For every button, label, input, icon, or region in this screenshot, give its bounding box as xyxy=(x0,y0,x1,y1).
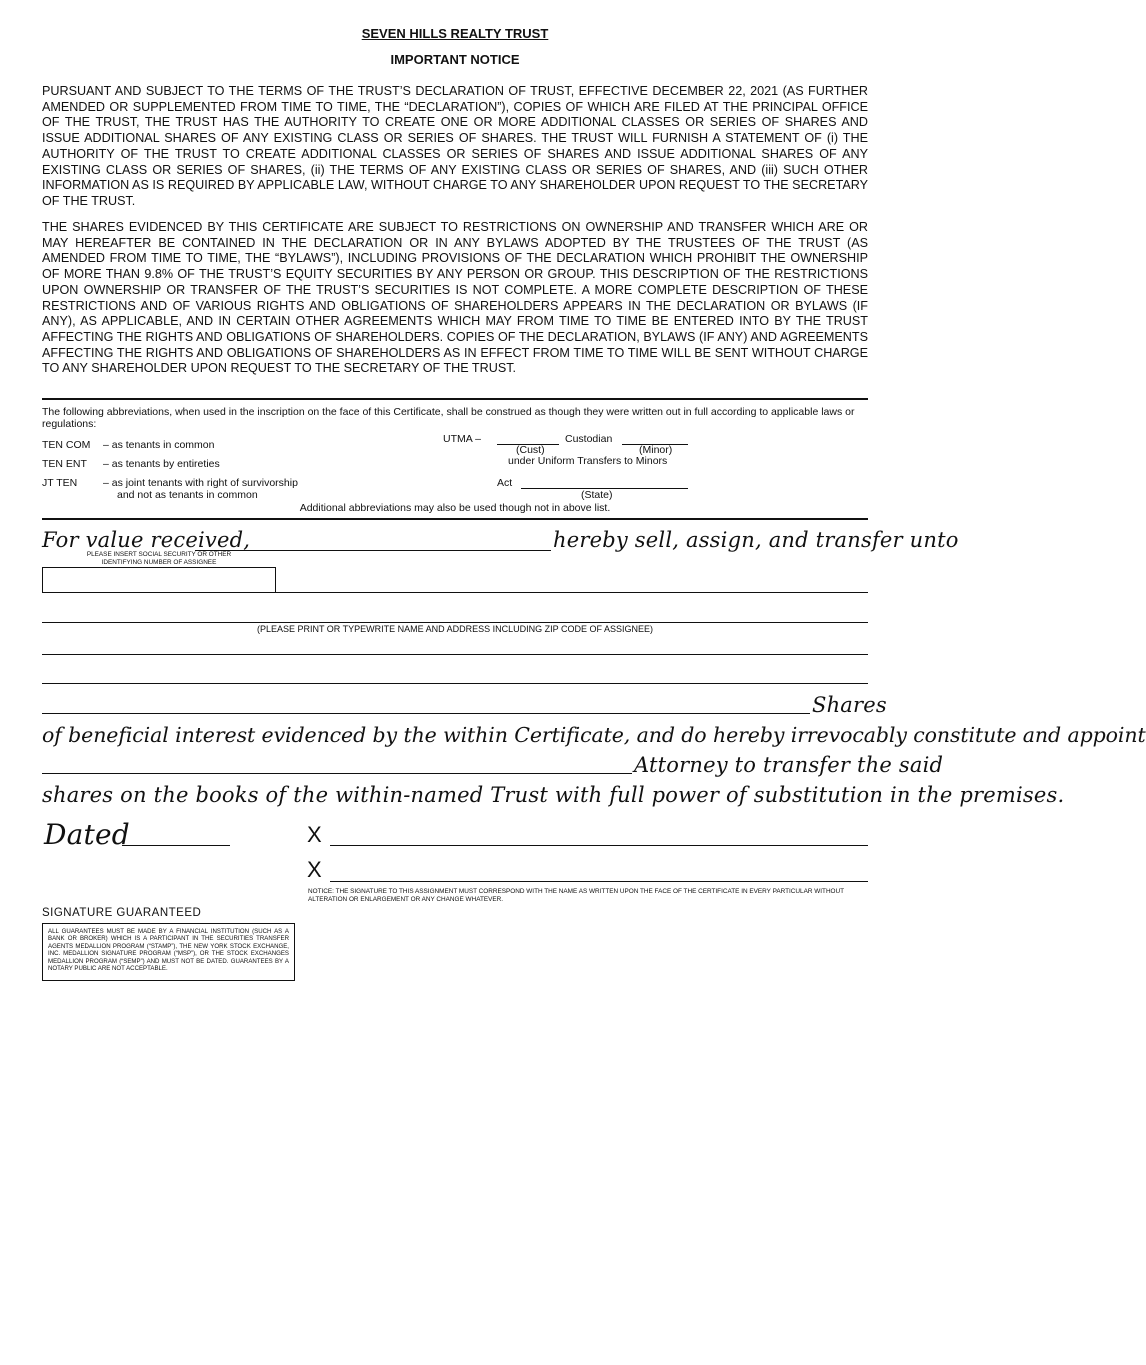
assignee-line-1[interactable] xyxy=(276,592,868,593)
signature-guarantee-box[interactable]: ALL GUARANTEES MUST BE MADE BY A FINANCIAL INSTITUTION (SUCH AS A BANK OR BROKER) WHICH IS A PARTICIPANT IN THE SECURITIES TRANSFER AGENTS MEDALLION PROGRAM (“STAMP”), THE NEW YORK STOCK EXCHANGE, INC. MEDALLION SIGNATURE PROGRAM (“MSP”), OR THE STOCK EXCHANGES MEDALLION PROGRAM (“SEMP”) AND MUST NOT BE DATED. GUARANTEES BY A NOTARY PUBLIC ARE NOT ACCEPTABLE. xyxy=(42,923,295,981)
divider-top xyxy=(42,398,868,400)
dated-label: Dated xyxy=(44,818,130,851)
assignee-line-4[interactable] xyxy=(42,683,868,684)
signature-guaranteed-title: SIGNATURE GUARANTEED xyxy=(42,907,202,919)
name-address-label: (PLEASE PRINT OR TYPEWRITE NAME AND ADDRESS INCLUDING ZIP CODE OF ASSIGNEE) xyxy=(256,624,654,634)
ten-com-desc: – as tenants in common xyxy=(103,439,215,451)
abbreviations-intro: The following abbreviations, when used in the inscription on the face of this Certificate, shall be construed as though they were written out in full according to applicable laws or regulations: xyxy=(42,406,855,430)
attorney-line[interactable] xyxy=(42,773,632,774)
minor-label: (Minor) xyxy=(639,444,673,456)
hereby-sell: hereby sell, assign, and transfer unto xyxy=(553,528,959,552)
custodian-label: Custodian xyxy=(565,433,613,445)
beneficial-interest-text: of beneficial interest evidenced by the within Certificate, and do hereby irrevocably constitute and appoint xyxy=(42,723,1146,747)
assignee-line-3[interactable] xyxy=(42,654,868,655)
books-line-text: shares on the books of the within-named Trust with full power of substitution in the premises. xyxy=(42,783,1065,807)
signature-line-1[interactable] xyxy=(330,845,868,846)
jt-ten-code: JT TEN xyxy=(42,477,78,489)
uniform-transfers: under Uniform Transfers to Minors xyxy=(508,455,668,467)
ssn-label-2: IDENTIFYING NUMBER OF ASSIGNEE xyxy=(101,559,217,566)
shares-line[interactable] xyxy=(42,713,810,714)
state-label: (State) xyxy=(581,489,613,501)
signature-x-2: X xyxy=(307,857,322,882)
signature-notice: NOTICE: THE SIGNATURE TO THIS ASSIGNMENT MUST CORRESPOND WITH THE NAME AS WRITTEN UPON THE FACE OF THE CERTIFICATE IN EVERY PARTICULAR WITHOUT ALTERATION OR ENLARGEMENT OR ANY CHANGE WHATEVER. xyxy=(308,888,844,903)
assignee-line-2[interactable] xyxy=(42,622,868,623)
additional-abbreviations: Additional abbreviations may also be used though not in above list. xyxy=(299,502,611,514)
notice-paragraph-1: PURSUANT AND SUBJECT TO THE TERMS OF THE TRUST’S DECLARATION OF TRUST, EFFECTIVE DECEMBER 22, 2021 (AS FURTHER AMENDED OR SUPPLEMENTED FROM TIME TO TIME, THE “DECLARATION”), COPIES OF WHICH ARE FILED AT THE PRINCIPAL OFFICE OF THE TRUST, THE TRUST HAS THE AUTHORITY TO CREATE ONE OR MORE ADDITIONAL CLASSES OR SERIES OF SHARES AND ISSUE ADDITIONAL SHARES OF ANY EXISTING CLASS OR SERIES OF SHARES. THE TRUST WILL FURNISH A STATEMENT OF (i) THE AUTHORITY OF THE TRUST TO CREATE ADDITIONAL CLASSES OR SERIES OF SHARES AND ISSUE ADDITIONAL SHARES OF ANY EXISTING CLASS OR SERIES OF SHARES, (ii) THE TERMS OF ANY EXISTING CLASS OR SERIES OF SHARES, AND (iii) SUCH OTHER INFORMATION AS IS REQUIRED BY APPLICABLE LAW, WITHOUT CHARGE TO ANY SHAREHOLDER UPON REQUEST TO THE SECRETARY OF THE TRUST. xyxy=(42,84,868,208)
trust-name: SEVEN HILLS REALTY TRUST xyxy=(361,26,549,41)
ssn-input-box[interactable] xyxy=(42,567,276,593)
shares-label: Shares xyxy=(812,693,887,717)
act-label: Act xyxy=(497,477,513,489)
dated-line[interactable] xyxy=(122,845,230,846)
ten-ent-code: TEN ENT xyxy=(42,458,87,470)
jt-ten-desc-1: – as joint tenants with right of survivorship xyxy=(103,477,298,489)
divider-bottom xyxy=(42,518,868,520)
notice-title: IMPORTANT NOTICE xyxy=(390,52,520,67)
utma-code: UTMA – xyxy=(443,433,481,445)
cust-label: (Cust) xyxy=(516,444,545,456)
ten-com-code: TEN COM xyxy=(42,439,91,451)
signature-line-2[interactable] xyxy=(330,881,868,882)
attorney-label: Attorney to transfer the said xyxy=(634,753,944,777)
notice-paragraph-2: THE SHARES EVIDENCED BY THIS CERTIFICATE ARE SUBJECT TO RESTRICTIONS ON OWNERSHIP AND TRANSFER WHICH ARE OR MAY HEREAFTER BE CONTAINED IN THE DECLARATION OR IN ANY BYLAWS ADOPTED BY THE TRUSTEES OF THE TRUST (AS AMENDED FROM TIME TO TIME, THE “BYLAWS”), INCLUDING PROVISIONS OF THE DECLARATION WHICH PROHIBIT THE OWNERSHIP OF MORE THAN 9.8% OF THE TRUST’S EQUITY SECURITIES BY ANY PERSON OR GROUP. THIS DESCRIPTION OF THE RESTRICTIONS UPON OWNERSHIP OR TRANSFER OF THE TRUST’S SECURITIES IS NOT COMPLETE. A MORE COMPLETE DESCRIPTION OF THESE RESTRICTIONS AND OF VARIOUS RIGHTS AND OBLIGATIONS OF SHAREHOLDERS APPEARS IN THE DECLARATION OR BYLAWS (IF ANY), AS APPLICABLE, AND IN CERTAIN OTHER AGREEMENTS WHICH MAY FROM TIME TO TIME BE ENTERED INTO BY THE TRUST AFFECTING THE RIGHTS AND OBLIGATIONS OF SHAREHOLDERS. COPIES OF THE DECLARATION, BYLAWS (IF ANY) AND AGREEMENTS AFFECTING THE RIGHTS AND OBLIGATIONS OF SHAREHOLDERS AS IN EFFECT FROM TIME TO TIME WILL BE SENT WITHOUT CHARGE TO ANY SHAREHOLDER UPON REQUEST TO THE SECRETARY OF THE TRUST. xyxy=(42,220,868,376)
ssn-label-1: PLEASE INSERT SOCIAL SECURITY OR OTHER xyxy=(86,551,232,558)
signature-x-1: X xyxy=(307,822,322,847)
for-value-received: For value received, xyxy=(42,528,251,552)
ten-ent-desc: – as tenants by entireties xyxy=(103,458,220,470)
jt-ten-desc-2: and not as tenants in common xyxy=(117,489,258,501)
